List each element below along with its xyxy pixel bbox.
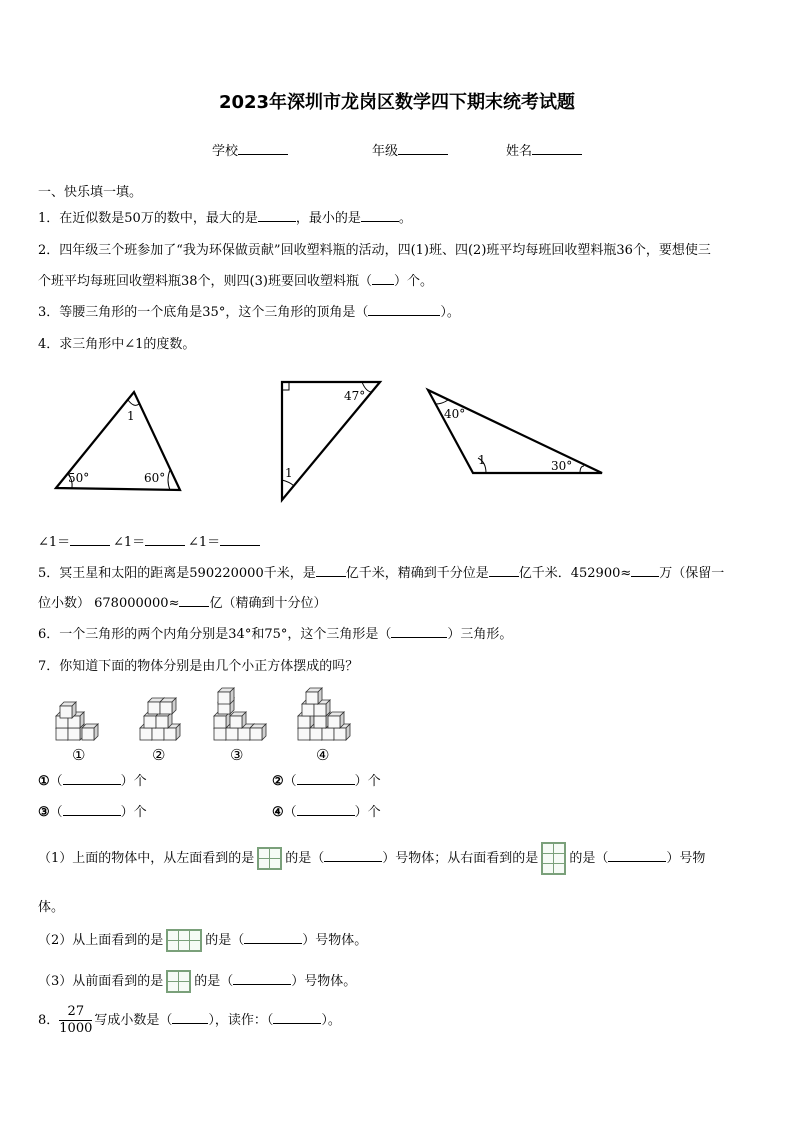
q1-text-c: 。 [398,211,412,226]
cube-figures [52,686,352,746]
q7-paren-open: （ [49,774,63,789]
q7-paren-close: ）个 [120,774,147,789]
q7-sub1-text-c: ）号物体；从右面看到的是 [382,851,539,866]
q8-blank-2[interactable] [273,1011,321,1024]
front-view-grid-icon [166,970,191,993]
q7-paren-close: ）个 [120,805,147,820]
q5-blank-3[interactable] [631,564,659,577]
q4-answer-2 [113,531,185,550]
top-view-grid-icon [166,929,202,952]
q2-blank[interactable] [372,272,394,285]
q6-blank[interactable] [391,625,447,638]
triangle-2 [282,382,380,500]
q7-answer-1 [38,770,147,789]
q3-blank[interactable] [368,303,440,316]
q4-answer-label: ∠1＝ [38,535,71,550]
cube-label-4: ④ [316,746,330,764]
q4-blank-3[interactable] [220,533,260,546]
q4-answer-label: ∠1＝ [113,535,146,550]
cube-figure-4 [298,688,350,740]
page-title: 2023年深圳市龙岗区数学四下期末统考试题 [218,92,576,113]
right-view-grid-icon [541,842,566,875]
q7-sub1-text-e: ）号物 [666,851,706,866]
q7-sub2-text-b: 的是（ [205,933,245,948]
tri3-angle-1: 1 [478,453,486,467]
q7-paren-open: （ [49,805,63,820]
q1-blank-2[interactable] [361,209,399,222]
q7-blank-2[interactable] [297,772,355,785]
cube-label-3: ③ [230,746,244,764]
q2-text-a: 个班平均每班回收塑料瓶38个，则四(3)班要回收塑料瓶（ [38,274,372,289]
q7-paren-open: （ [283,774,297,789]
grade-field[interactable] [372,140,448,159]
section-heading: 一、快乐填一填。 [38,185,143,200]
q5-blank-1[interactable] [316,564,346,577]
question-7: 7．你知道下面的物体分别是由几个小正方体摆成的吗？ [38,659,359,674]
q4-answer-1 [38,531,110,550]
cube-figure-3 [214,688,266,740]
q8-blank-1[interactable] [172,1011,208,1024]
cube-figure-1 [56,702,98,740]
q5-text-d: 万（保留一 [659,566,725,581]
q7-sub2-text-c: ）号物体。 [302,933,368,948]
q7-answer-2 [272,770,381,789]
q5-text-c: 亿千米．452900≈ [518,566,632,581]
question-1 [38,207,412,226]
q5-text-a: 5．冥王星和太阳的距离是590220000千米，是 [38,566,316,581]
name-label: 姓名 [506,144,533,159]
school-label: 学校 [212,144,239,159]
q7-sub3 [38,970,356,993]
q7-sub3-text-b: 的是（ [194,974,234,989]
name-field[interactable] [506,140,582,159]
q7-answer-4 [272,801,381,820]
q7-blank-3[interactable] [63,803,121,816]
question-6 [38,623,512,642]
q7-sub3-blank[interactable] [233,972,291,985]
fraction-denominator: 1000 [59,1021,93,1036]
q7-answer-label-3: ③ [38,805,50,820]
tri1-angle-1: 1 [127,409,135,423]
tri1-angle-50: 50° [68,471,90,485]
triangle-3 [428,390,602,473]
q7-sub3-text-c: ）号物体。 [291,974,357,989]
cube-figure-2 [140,698,180,740]
school-field[interactable] [212,140,288,159]
question-5-line1 [38,562,724,581]
q7-sub1-text-d: 的是（ [569,851,609,866]
question-2-line1: 2．四年级三个班参加了“我为环保做贡献”回收塑料瓶的活动，四(1)班、四(2)班平均每班回收塑料瓶36个，要想使三 [38,243,711,258]
q8-text-b: ），读作：（ [208,1013,274,1028]
tri2-angle-1: 1 [285,466,293,480]
cube-label-1: ① [72,746,86,764]
q7-sub1-text-b: 的是（ [285,851,325,866]
q7-sub1-line2: 体。 [38,900,65,915]
q7-sub2 [38,929,367,952]
question-5-line2 [38,592,326,611]
question-4: 4．求三角形中∠1的度数。 [38,337,196,352]
q4-blank-1[interactable] [70,533,110,546]
q7-blank-1[interactable] [63,772,121,785]
q5-blank-2[interactable] [489,564,519,577]
q1-text-b: ，最小的是 [295,211,361,226]
q4-answer-3 [188,531,260,550]
tri1-angle-60: 60° [144,471,166,485]
q4-blank-2[interactable] [145,533,185,546]
q5-text-e: 位小数） 678000000≈ [38,596,180,611]
q1-num: 1． [38,211,60,226]
q8-text-a: 写成小数是（ [94,1013,173,1028]
tri3-angle-40: 40° [444,407,466,421]
q6-text-b: ）三角形。 [447,627,513,642]
fraction-numerator: 27 [59,1004,92,1021]
q7-sub1-line1 [38,842,705,875]
q3-text-a: 3．等腰三角形的一个底角是35°，这个三角形的顶角是（ [38,305,369,320]
q7-sub2-text-a: （2）从上面看到的是 [38,933,164,948]
q5-text-b: 亿千米，精确到千分位是 [345,566,489,581]
q7-answer-label-1: ① [38,774,50,789]
q5-text-f: 亿（精确到十分位） [209,596,327,611]
q7-sub2-blank[interactable] [244,931,302,944]
q7-sub1-text-a: （1）上面的物体中，从左面看到的是 [38,851,255,866]
q7-paren-close: ）个 [354,774,381,789]
triangle-figures [40,370,620,510]
fraction [59,1004,92,1037]
q7-paren-open: （ [283,805,297,820]
question-8 [38,1004,341,1037]
q7-blank-4[interactable] [297,803,355,816]
q7-answer-3 [38,801,147,820]
q3-text-b: ）。 [440,305,460,320]
q2-text-b: ）个。 [393,274,433,289]
triangle-1 [56,392,180,490]
q7-sub3-text-a: （3）从前面看到的是 [38,974,164,989]
question-3 [38,301,460,320]
q7-answer-label-2: ② [272,774,284,789]
q4-answer-label: ∠1＝ [188,535,221,550]
q7-sub1-blank-2[interactable] [608,849,666,862]
q8-num: 8． [38,1013,60,1028]
q8-text-c: ）。 [321,1013,341,1028]
tri3-angle-30: 30° [551,459,573,473]
cube-label-2: ② [152,746,166,764]
q1-text-a: 在近似数是50万的数中，最大的是 [59,211,258,226]
q7-answer-label-4: ④ [272,805,284,820]
tri2-angle-47: 47° [344,389,366,403]
q6-text-a: 6．一个三角形的两个内角分别是34°和75°，这个三角形是（ [38,627,392,642]
q7-sub1-blank-1[interactable] [324,849,382,862]
q1-blank-1[interactable] [258,209,296,222]
q7-paren-close: ）个 [354,805,381,820]
grade-label: 年级 [372,144,399,159]
q5-blank-4[interactable] [179,594,209,607]
left-view-grid-icon [257,847,282,870]
question-2-line2 [38,270,433,289]
